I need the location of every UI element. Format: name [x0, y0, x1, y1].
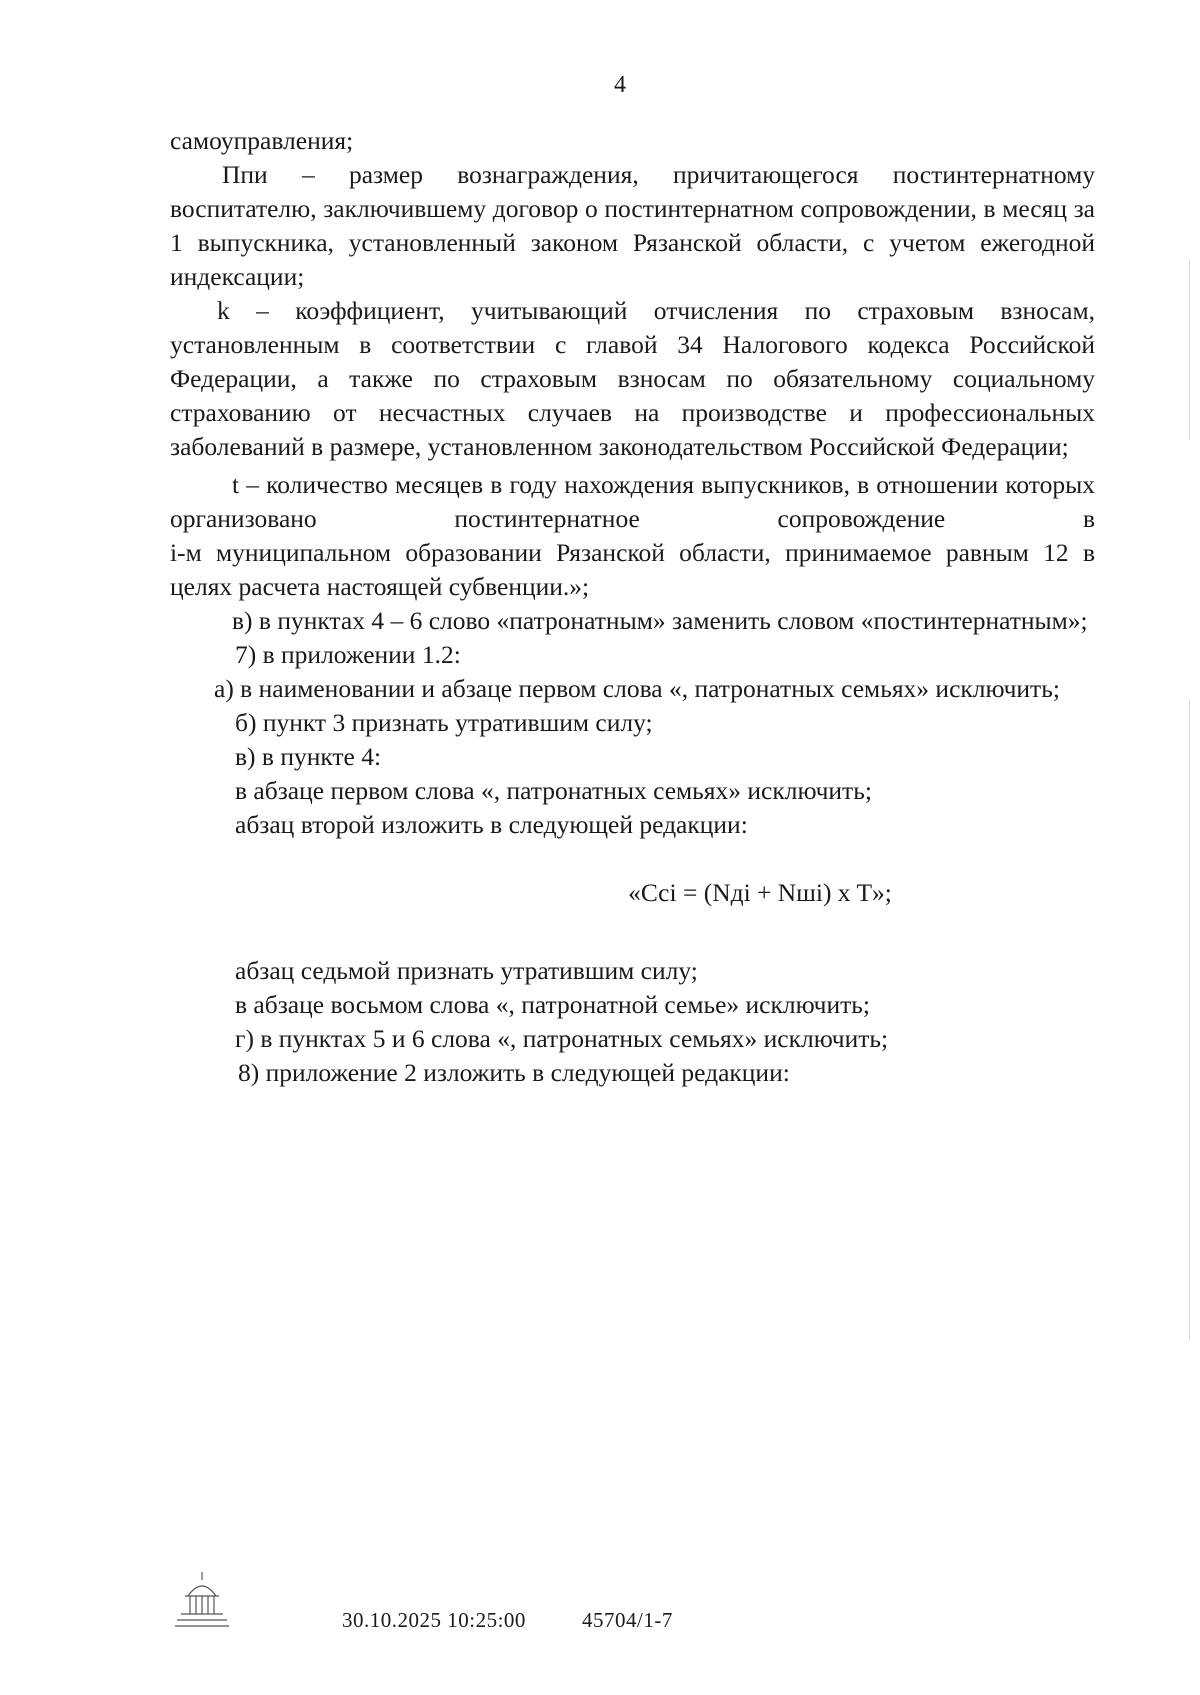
paragraph: в) в пунктах 4 – 6 слово «патронатным» заменить словом «постинтернатным»;	[232, 606, 1088, 635]
paragraph: в) в пункте 4:	[235, 742, 382, 771]
paragraph: Ппи – размер вознаграждения, причитающегося постинтернатному воспитателю, заключившему договор о постинтернатном сопровождении, в месяц за 1 выпускника, установленный законом Рязанской области, с учетом ежегодной индексации;	[170, 160, 1095, 291]
paragraph: г) в пунктах 5 и 6 слова «, патронатных семьях» исключить;	[235, 1024, 889, 1053]
formula: «Ссi = (Nдi + Nшi) x T»;	[628, 878, 892, 907]
paragraph: i-м муниципальном образовании Рязанской области, принимаемое равным 12 в целях расчета настоящей субвенции.»;	[170, 538, 1095, 601]
page-number: 4	[614, 72, 626, 98]
duma-building-logo-icon	[173, 1570, 231, 1630]
paragraph: абзац второй изложить в следующей редакции:	[235, 810, 748, 839]
paragraph: в абзаце восьмом слова «, патронатной семье» исключить;	[235, 990, 871, 1019]
paragraph: t – количество месяцев в году нахождения выпускников, в отношении которых организовано постинтернатное сопровождение в	[170, 470, 1095, 533]
paragraph: в абзаце первом слова «, патронатных семьях» исключить;	[235, 776, 872, 805]
paragraph: 7) в приложении 1.2:	[235, 640, 461, 669]
paragraph: а) в наименовании и абзаце первом слова «, патронатных семьях» исключить;	[214, 674, 1060, 703]
footer-document-number: 45704/1-7	[582, 1608, 673, 1632]
paragraph: б) пункт 3 признать утратившим силу;	[235, 708, 653, 737]
paragraph: самоуправления;	[170, 126, 354, 155]
paragraph: k – коэффициент, учитывающий отчисления по страховым взносам, установленным в соответствии с главой 34 Налогового кодекса Российской Федерации, а также по страховым взносам по обязательному социальному страхованию от несчастных случаев на производстве и профессиональных заболеваний в размере, установленном законодательством Российской Федерации;	[170, 296, 1095, 461]
scan-artifact	[1189, 700, 1190, 1340]
scan-artifact	[1189, 260, 1190, 440]
paragraph: абзац седьмой признать утратившим силу;	[235, 956, 698, 985]
document-body	[170, 124, 1095, 1090]
footer-datetime: 30.10.2025 10:25:00	[342, 1608, 526, 1632]
paragraph: 8) приложение 2 изложить в следующей редакции:	[238, 1058, 790, 1087]
